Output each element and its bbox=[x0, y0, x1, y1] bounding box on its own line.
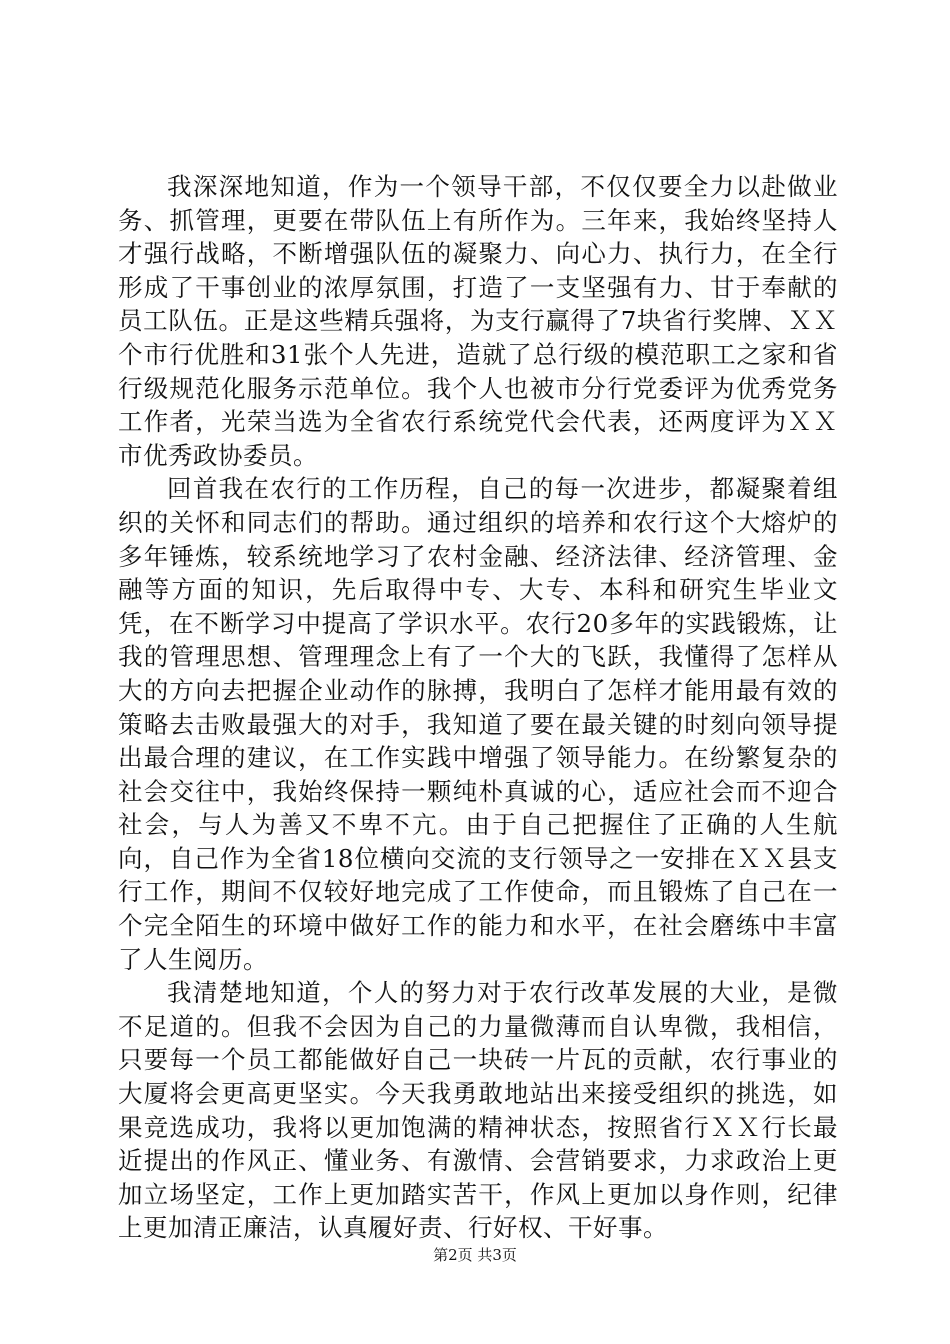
paragraph-1: 我深深地知道，作为一个领导干部，不仅仅要全力以赴做业务、抓管理，更要在带队伍上有所作为。三年来，我始终坚持人才强行战略，不断增强队伍的凝聚力、向心力、执行力，在全行形成了干事创业的浓厚氛围，打造了一支坚强有力、甘于奉献的员工队伍。正是这些精兵强将，为支行赢得了7块省行奖牌、ＸＸ个市行优胜和31张个人先进，造就了总行级的模范职工之家和省行级规范化服务示范单位。我个人也被市分行党委评为优秀党务工作者，光荣当选为全省农行系统党代会代表，还两度评为ＸＸ市优秀政协委员。 bbox=[118, 172, 838, 470]
paragraph-2: 回首我在农行的工作历程，自己的每一次进步，都凝聚着组织的关怀和同志们的帮助。通过组织的培养和农行这个大熔炉的多年锤炼，较系统地学习了农村金融、经济法律、经济管理、金融等方面的知识，先后取得中专、大专、本科和研究生毕业文凭，在不断学习中提高了学识水平。农行20多年的实践锻炼，让我的管理思想、管理理念上有了一个大的飞跃，我懂得了怎样从大的方向去把握企业动作的脉搏，我明白了怎样才能用最有效的策略去击败最强大的对手，我知道了要在最关键的时刻向领导提出最合理的建议，在工作实践中增强了领导能力。在纷繁复杂的社会交往中，我始终保持一颗纯朴真诚的心，适应社会而不迎合社会，与人为善又不卑不亢。由于自己把握住了正确的人生航向，自己作为全省18位横向交流的支行领导之一安排在ＸＸ县支行工作，期间不仅较好地完成了工作使命，而且锻炼了自己在一个完全陌生的环境中做好工作的能力和水平，在社会磨练中丰富了人生阅历。 bbox=[118, 474, 838, 974]
document-body bbox=[118, 170, 838, 1245]
paragraph-3: 我清楚地知道，个人的努力对于农行改革发展的大业，是微不足道的。但我不会因为自己的力量微薄而自认卑微，我相信，只要每一个员工都能做好自己一块砖一片瓦的贡献，农行事业的大厦将会更高更坚实。今天我勇敢地站出来接受组织的挑选，如果竞选成功，我将以更加饱满的精神状态，按照省行ＸＸ行长最近提出的作风正、懂业务、有激情、会营销要求，力求政治上更加立场坚定，工作上更加踏实苦干，作风上更加以身作则，纪律上更加清正廉洁，认真履好责、行好权、干好事。 bbox=[118, 978, 838, 1243]
page-number-footer: 第2页 共3页 bbox=[433, 1246, 517, 1264]
